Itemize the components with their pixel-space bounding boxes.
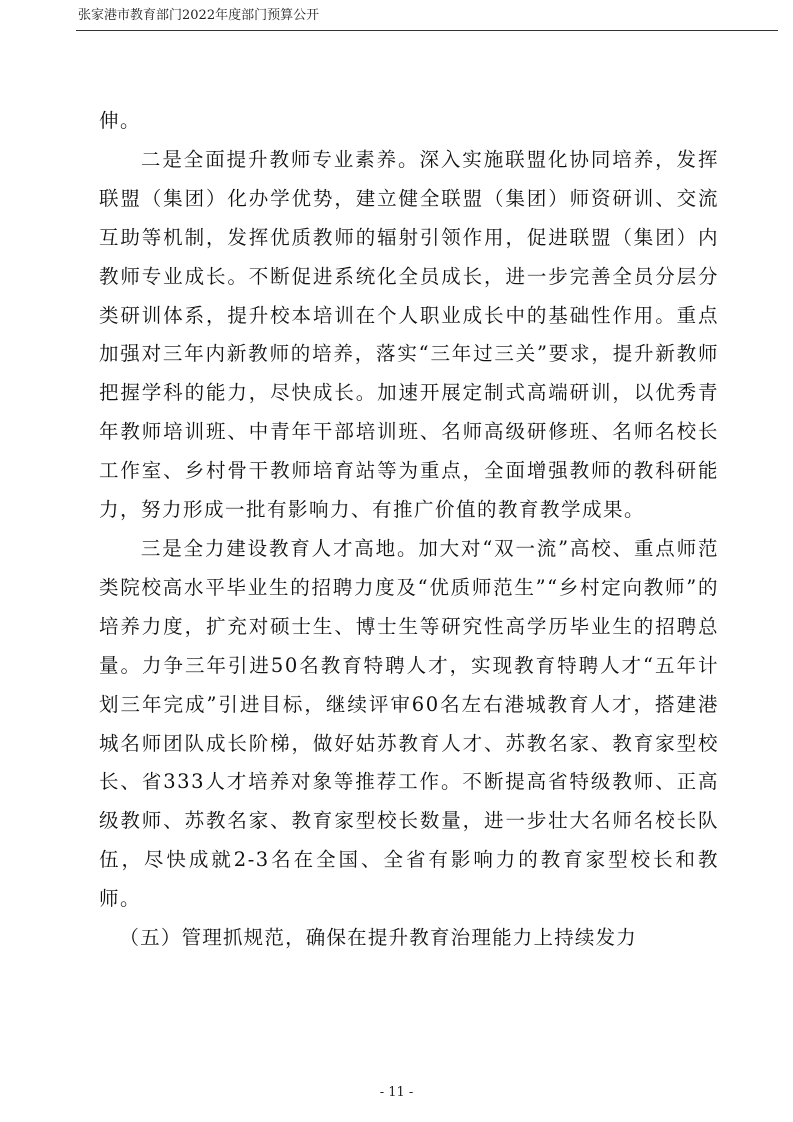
paragraph-continuation: 伸。 — [99, 109, 142, 132]
header-divider — [76, 30, 778, 31]
page-number: - 11 - — [379, 1085, 414, 1100]
page-header-title: 张家港市教育部门2022年度部门预算公开 — [78, 8, 320, 23]
section-heading-management: （五）管理抓规范，确保在提升教育治理能力上持续发力 — [119, 926, 637, 950]
paragraph-talent-highland: 三是全力建设教育人才高地。加大对“双一流”高校、重点师范类院校高水平毕业生的招聘力度及“优质师范生”“乡村定向教师”的培养力度，扩充对硕士生、博士生等研究性高学历毕业生的招聘总量。力争三年引进50名教育特聘人才，实现教育特聘人才“五年计划三年完成”引进目标，继续评审60名左右港城教育人才，搭建港城名师团队成长阶梯，做好姑苏教育人才、苏教名家、教育家型校长、省333人才培养对象等推荐工作。不断提高省特级教师、正高级教师、苏教名家、教育家型校长数量，进一步壮大名师名校长队伍，尽快成就2-3名在全国、全省有影响力的教育家型校长和教师。 — [99, 536, 719, 911]
paragraph-teacher-quality: 二是全面提升教师专业素养。深入实施联盟化协同培养，发挥联盟（集团）化办学优势，建立健全联盟（集团）师资研训、交流互助等机制，发挥优质教师的辐射引领作用，促进联盟（集团）内教师专业成长。不断促进系统化全员成长，进一步完善全员分层分类研训体系，提升校本培训在个人职业成长中的基础性作用。重点加强对三年内新教师的培养，落实“三年过三关”要求，提升新教师把握学科的能力，尽快成长。加速开展定制式高端研训，以优秀青年教师培训班、中青年干部培训班、名师高级研修班、名师名校长工作室、乡村骨干教师培育站等为重点，全面增强教师的教科研能力，努力形成一批有影响力、有推广价值的教育教学成果。 — [99, 147, 719, 522]
document-body — [99, 102, 719, 958]
